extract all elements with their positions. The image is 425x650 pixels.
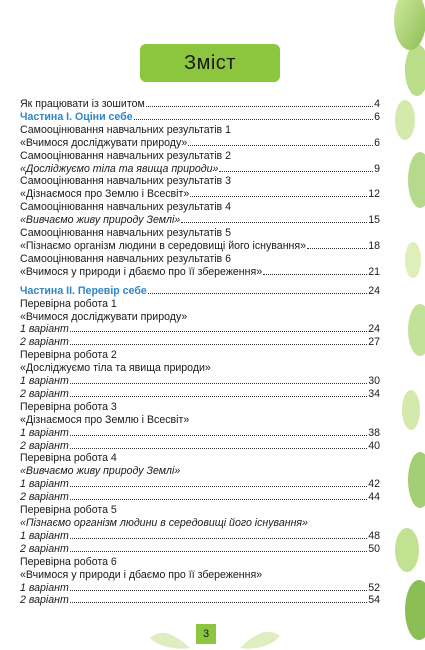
part-title: Частина І. Оціни себе [20,110,133,123]
toc-entry-page: 12 [368,188,380,201]
part-title: Частина ІІ. Перевір себе [20,284,147,297]
self-assessment-heading: Самооцінювання навчальних результатів 1 [20,123,232,136]
self-assessment-heading: Самооцінювання навчальних результатів 6 [20,252,232,265]
variant-entry[interactable] [20,530,380,543]
leader-dots [263,266,367,275]
toc-part-heading[interactable] [20,285,380,298]
leader-dots [70,530,367,539]
toc-entry[interactable] [20,266,380,279]
leader-dots [70,375,367,384]
leader-dots [70,594,367,603]
toc-entry-title: «Досліджуємо тіла та явища природи» [20,162,219,175]
toc-entry-title: 1 варіант [20,581,69,594]
toc-entry-title: «Вчимося досліджувати природу» [20,136,188,149]
toc-entry-title: 2 варіант [20,336,69,349]
test-subtitle: «Дізнаємося про Землю і Всесвіт» [20,413,190,426]
toc-entry[interactable] [20,98,380,111]
toc-entry-page: 4 [374,98,380,110]
table-of-contents [20,98,380,607]
leader-dots [70,543,367,552]
toc-entry-page: 6 [374,110,380,123]
self-assessment-heading: Самооцінювання навчальних результатів 3 [20,175,232,188]
test-subtitle: «Досліджуємо тіла та явища природи» [20,362,211,375]
variant-entry[interactable] [20,491,380,504]
test-subtitle: «Вивчаємо живу природу Землі» [20,465,181,478]
toc-entry-page: 34 [368,387,380,400]
toc-entry[interactable] [20,137,380,150]
variant-entry[interactable] [20,323,380,336]
test-heading: Перевірна робота 2 [20,349,117,362]
leader-dots [134,111,373,120]
toc-entry-page: 40 [368,439,380,452]
self-assessment-heading: Самооцінювання навчальних результатів 4 [20,201,232,214]
leader-dots [188,137,373,146]
toc-entry-title: «Дізнаємося про Землю і Всесвіт» [20,188,190,201]
toc-entry-title: 2 варіант [20,491,69,504]
leader-dots [70,582,367,591]
test-subtitle: «Пізнаємо організм людини в середовищі його існування» [20,517,308,529]
test-heading: Перевірна робота 3 [20,400,117,413]
toc-entry-page: 15 [368,214,380,227]
leader-dots [148,285,367,294]
variant-entry[interactable] [20,388,380,401]
test-heading: Перевірна робота 4 [20,452,117,465]
test-subtitle: «Вчимося у природи і дбаємо про її збереження» [20,568,263,581]
test-subtitle: «Вчимося досліджувати природу» [20,310,188,323]
toc-entry[interactable] [20,214,380,227]
toc-entry-page: 54 [368,594,380,607]
toc-entry-page: 24 [368,323,380,336]
toc-entry[interactable] [20,240,380,253]
test-heading: Перевірна робота 5 [20,504,117,517]
leader-dots [307,240,367,249]
page-title: Зміст [184,51,236,74]
toc-entry-title: «Вчимося у природи і дбаємо про її збереження» [20,265,263,278]
variant-entry[interactable] [20,582,380,595]
toc-entry-title: 2 варіант [20,594,69,607]
test-heading: Перевірна робота 6 [20,555,117,568]
page-number: 3 [196,624,216,644]
toc-entry-page: 18 [368,239,380,252]
toc-entry-title: Як працювати із зошитом [20,98,145,110]
toc-entry-page: 44 [368,491,380,504]
toc-entry-page: 30 [368,375,380,388]
toc-entry-page: 27 [368,336,380,349]
self-assessment-heading: Самооцінювання навчальних результатів 5 [20,227,232,240]
self-assessment-heading: Самооцінювання навчальних результатів 2 [20,149,232,162]
toc-entry[interactable] [20,163,380,176]
toc-entry-title: 1 варіант [20,529,69,542]
toc-entry-title: 1 варіант [20,426,69,439]
variant-entry[interactable] [20,440,380,453]
toc-entry-title: 1 варіант [20,375,69,388]
toc-entry-title: «Вивчаємо живу природу Землі» [20,214,181,227]
toc-entry-page: 52 [368,581,380,594]
toc-entry[interactable] [20,188,380,201]
variant-entry[interactable] [20,594,380,607]
variant-entry[interactable] [20,427,380,440]
toc-entry-title: 2 варіант [20,542,69,555]
toc-entry-page: 48 [368,529,380,542]
leader-dots [70,336,367,345]
variant-entry[interactable] [20,336,380,349]
leader-dots [190,188,367,197]
leader-dots [181,214,367,223]
variant-entry[interactable] [20,478,380,491]
toc-entry-title: 1 варіант [20,323,69,336]
leader-dots [70,478,367,487]
toc-entry-page: 42 [368,478,380,491]
leader-dots [70,491,367,500]
title-banner [140,44,280,82]
test-heading: Перевірна робота 1 [20,297,117,310]
toc-entry-page: 38 [368,426,380,439]
toc-entry-page: 24 [368,284,380,297]
toc-entry-title: 1 варіант [20,478,69,491]
leader-dots [146,98,373,107]
toc-entry-title: 2 варіант [20,439,69,452]
leader-dots [70,323,367,332]
variant-entry[interactable] [20,375,380,388]
variant-entry[interactable] [20,543,380,556]
toc-entry-title: «Пізнаємо організм людини в середовищі його існування» [20,239,307,252]
toc-entry-title: 2 варіант [20,387,69,400]
toc-entry-page: 21 [368,265,380,278]
toc-part-heading[interactable] [20,111,380,124]
leader-dots [70,427,367,436]
toc-entry-page: 50 [368,542,380,555]
leader-dots [70,440,367,449]
toc-entry-page: 9 [374,162,380,175]
toc-entry-page: 6 [374,136,380,149]
leader-dots [70,388,367,397]
leader-dots [219,163,373,172]
